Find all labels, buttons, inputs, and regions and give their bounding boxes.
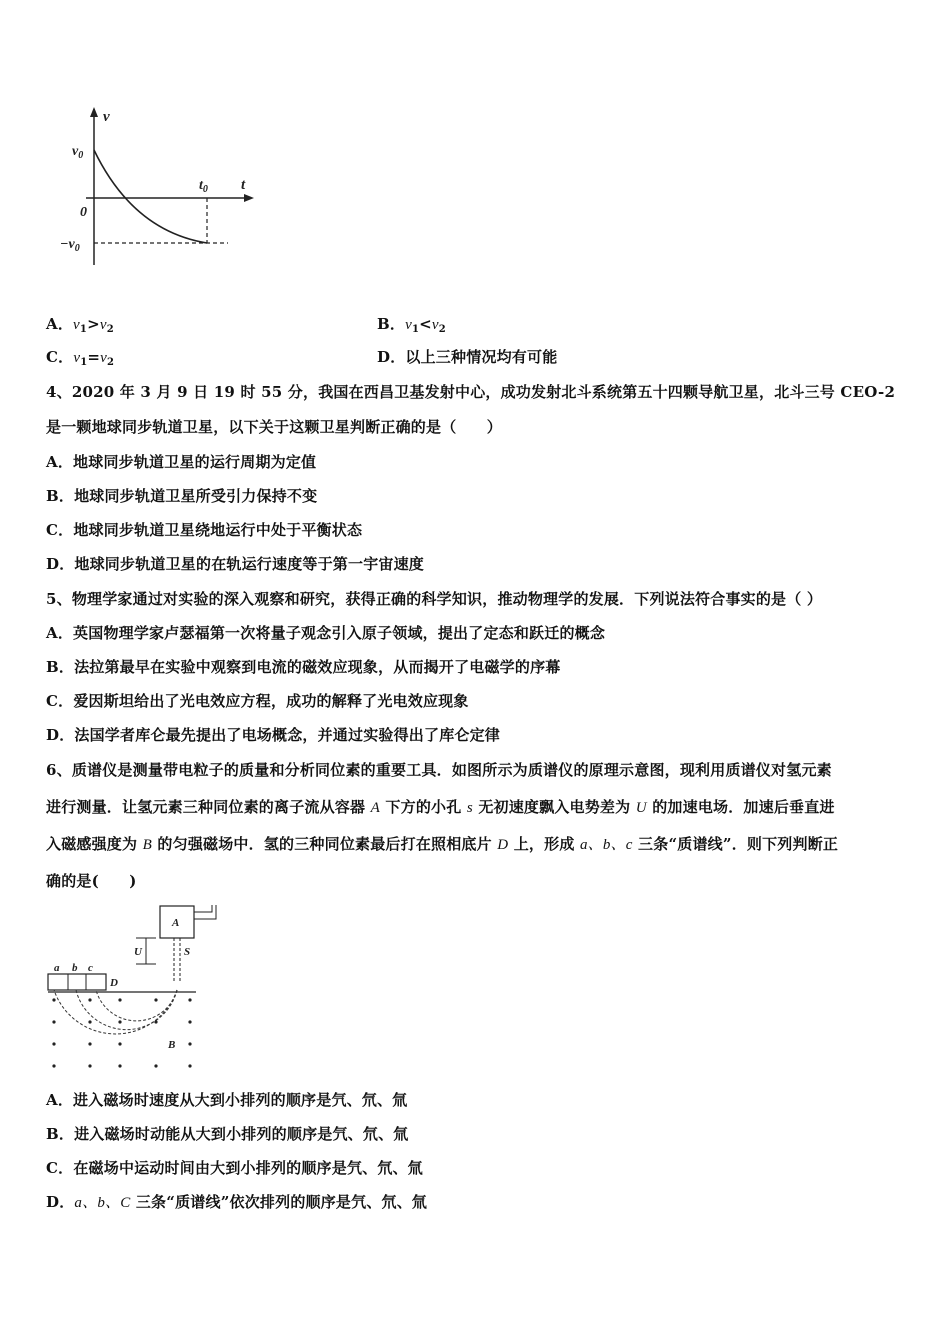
q5-option-d[interactable]: D．法国学者库仑最先提出了电场概念，并通过实验得出了库仑定律 [46, 726, 501, 744]
velocity-time-graph [58, 103, 268, 273]
t0-label: $t_0$ [199, 178, 208, 195]
trajectory-a [54, 990, 177, 1034]
q4-option-b[interactable]: B．地球同步轨道卫星所受引力保持不变 [46, 487, 318, 505]
velocity-curve [94, 150, 207, 243]
q4-stem-line2: 是一颗地球同步轨道卫星，以下关于这颗卫星判断正确的是（ ） [46, 418, 503, 436]
q4-option-a[interactable]: A．地球同步轨道卫星的运行周期为定值 [46, 453, 317, 471]
container-tube [194, 905, 216, 919]
q3-option-c[interactable]: C．$v_1=v_2$ [46, 348, 115, 368]
plate-label-a: a [54, 962, 60, 974]
q6-option-a[interactable]: A．进入磁场时速度从大到小排列的顺序是氕、氘、氚 [46, 1091, 408, 1109]
slit-label: S [184, 946, 191, 958]
q5-option-a[interactable]: A．英国物理学家卢瑟福第一次将量子观念引入原子领域，提出了定态和跃迁的概念 [46, 624, 606, 642]
q5-stem: 5、物理学家通过对实验的深入观察和研究，获得正确的科学知识，推动物理学的发展．下列说法符合事实的是（ ） [46, 590, 823, 608]
y-axis-arrow [90, 107, 98, 117]
q3-option-d[interactable]: D．以上三种情况均有可能 [377, 348, 558, 366]
q6-stem-line4: 确的是( ) [46, 872, 137, 890]
trajectory-b [76, 990, 177, 1030]
trajectory-c [96, 990, 177, 1021]
plate-label-c: c [88, 962, 93, 974]
q4-option-c[interactable]: C．地球同步轨道卫星绕地运行中处于平衡状态 [46, 521, 363, 539]
magnetic-field-dots [52, 998, 191, 1067]
mass-spectrometer-diagram [44, 902, 224, 1072]
q5-option-b[interactable]: B．法拉第最早在实验中观察到电流的磁效应现象，从而揭开了电磁学的序幕 [46, 658, 561, 676]
plate-label-b: b [72, 962, 78, 974]
q6-option-b[interactable]: B．进入磁场时动能从大到小排列的顺序是氕、氘、氚 [46, 1125, 409, 1143]
x-axis-arrow [244, 194, 254, 202]
field-label-b: B [168, 1039, 176, 1051]
q6-stem-line2: 进行测量．让氢元素三种同位素的离子流从容器 A 下方的小孔 s 无初速度飘入电势差为 U 的加速电场．加速后垂直进 [46, 798, 835, 816]
y-axis-label: v [103, 109, 110, 125]
q5-option-c[interactable]: C．爱因斯坦给出了光电效应方程，成功的解释了光电效应现象 [46, 692, 469, 710]
q6-option-d[interactable]: D．a、b、C 三条“质谱线”依次排列的顺序是氕、氘、氚 [46, 1193, 428, 1211]
voltage-label: U [134, 946, 142, 958]
plate-label-d: D [110, 977, 118, 989]
q6-stem-line3: 入磁感强度为 B 的匀强磁场中．氢的三种同位素最后打在照相底片 D 上，形成 a、b、c 三条“质谱线”．则下列判断正 [46, 835, 839, 853]
q4-stem-line1: 4、2020 年 3 月 9 日 19 时 55 分，我国在西昌卫基发射中心，成功发射北斗系统第五十四颗导航卫星，北斗三号 CEO-2 [46, 383, 896, 401]
origin-label: 0 [80, 205, 87, 220]
v0-label: $v_0$ [72, 144, 84, 161]
container-a-label: A [172, 917, 180, 929]
q6-option-c[interactable]: C．在磁场中运动时间由大到小排列的顺序是氕、氘、氚 [46, 1159, 423, 1177]
q4-option-d[interactable]: D．地球同步轨道卫星的在轨运行速度等于第一宇宙速度 [46, 555, 425, 573]
q3-option-a[interactable]: A．$v_1>v_2$ [46, 315, 114, 335]
photo-plate-d [48, 974, 106, 990]
x-axis-label: t [241, 177, 246, 193]
q6-stem-line1: 6、质谱仪是测量带电粒子的质量和分析同位素的重要工具．如图所示为质谱仪的原理示意图，现利用质谱仪对氢元素 [46, 761, 832, 779]
q3-option-b[interactable]: B．$v_1<v_2$ [377, 315, 446, 335]
neg-v0-label: $-v_0$ [60, 237, 80, 254]
